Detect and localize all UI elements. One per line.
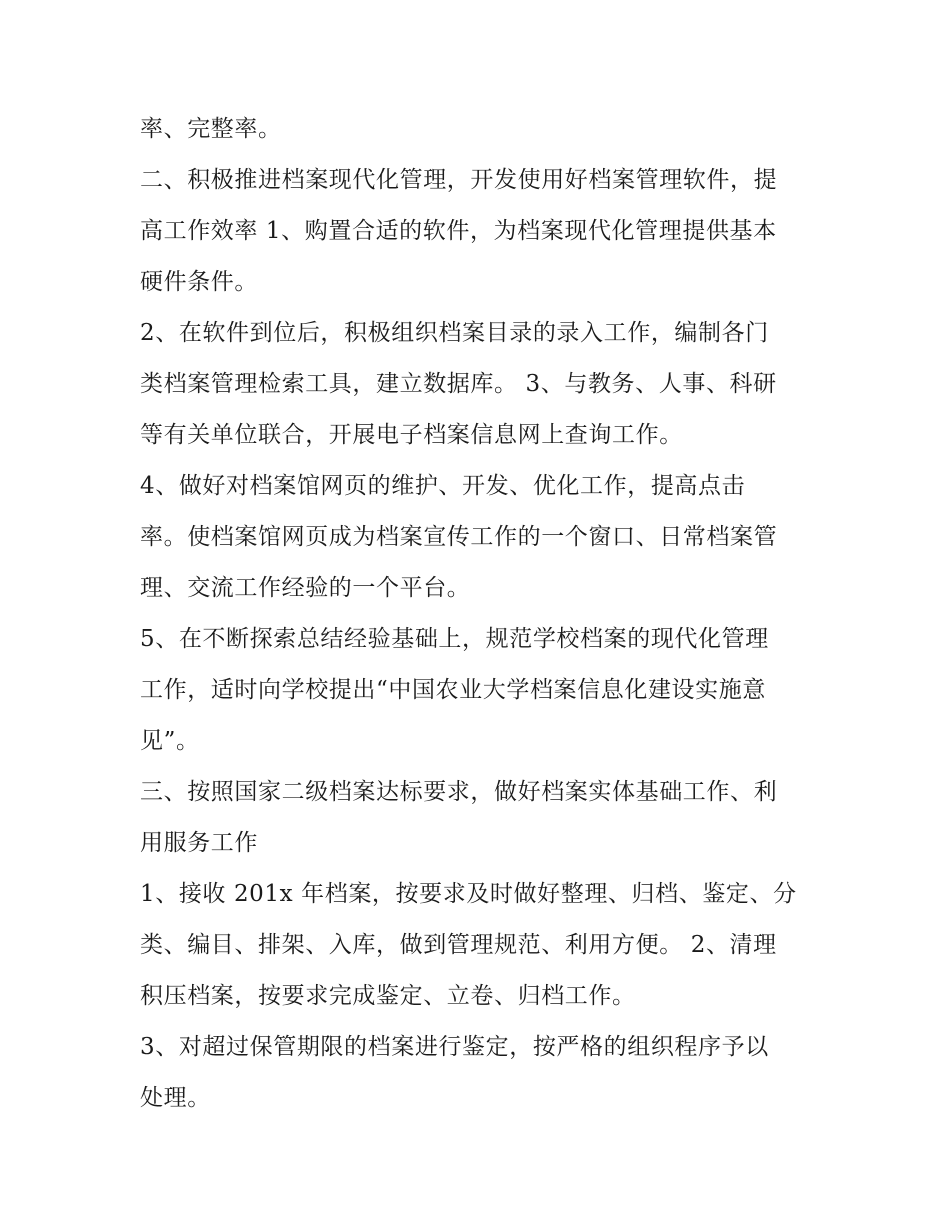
text-line: 类档案管理检索工具，建立数据库。 3、与教务、人事、科研 [140,371,777,397]
text-line: 类、编目、排架、入库，做到管理规范、利用方便。 2、清理 [140,932,777,958]
section-heading-2: 二、积极推进档案现代化管理，开发使用好档案管理软件，提 [140,167,778,193]
section-heading-3: 三、按照国家二级档案达标要求，做好档案实体基础工作、利 [140,779,778,805]
text-line: 工作，适时向学校提出“中国农业大学档案信息化建设实施意 [140,677,766,703]
text-line: 2、在软件到位后，积极组织档案目录的录入工作，编制各门 [140,320,769,346]
text-line: 积压档案，按要求完成鉴定、立卷、归档工作。 [140,983,636,1009]
text-line: 3、对超过保管期限的档案进行鉴定，按严格的组织程序予以 [140,1034,769,1060]
text-line: 4、做好对档案馆网页的维护、开发、优化工作，提高点击 [140,473,746,499]
text-line: 率、完整率。 [140,116,282,142]
document-body [140,104,820,1124]
text-line: 5、在不断探索总结经验基础上，规范学校档案的现代化管理 [140,626,769,652]
text-line: 硬件条件。 [140,269,258,295]
text-line: 等有关单位联合，开展电子档案信息网上查询工作。 [140,422,683,448]
text-line: 见”。 [140,728,200,754]
text-line: 处理。 [140,1085,211,1111]
text-line: 1、接收 201x 年档案，按要求及时做好整理、归档、鉴定、分 [140,881,797,907]
text-line: 理、交流工作经验的一个平台。 [140,575,471,601]
text-line: 高工作效率 1、购置合适的软件，为档案现代化管理提供基本 [140,218,777,244]
text-line: 用服务工作 [140,830,258,856]
text-line: 率。使档案馆网页成为档案宣传工作的一个窗口、日常档案管 [140,524,778,550]
